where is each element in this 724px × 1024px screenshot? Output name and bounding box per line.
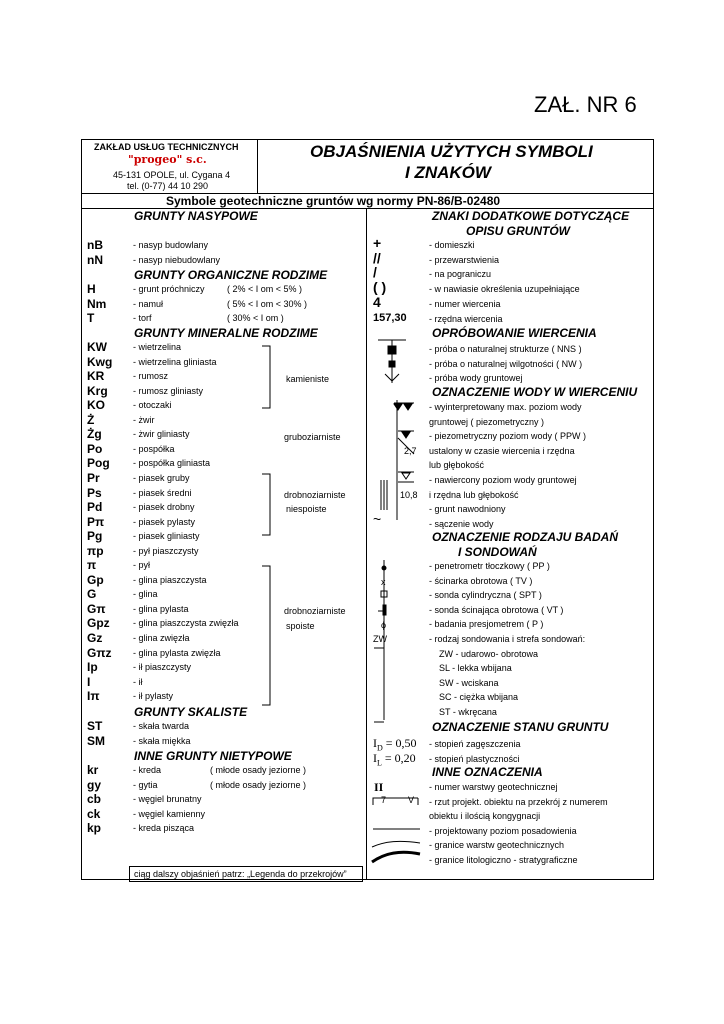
soil-symbol: ST xyxy=(87,719,103,733)
water-desc: gruntowej ( piezometryczny ) xyxy=(429,416,545,427)
foundation-level-desc: - projektowany poziom posadowienia xyxy=(429,826,577,836)
layer-number-desc: - numer warstwy geotechnicznej xyxy=(429,782,558,792)
pressuremeter-icon: ϕ xyxy=(381,620,387,630)
soil-symbol: KR xyxy=(87,369,105,384)
organic-content-range: ( 2% < I om < 5% ) xyxy=(227,284,303,294)
additional-symbol-desc: - domieszki xyxy=(429,240,475,250)
organic-content-range: ( 30% < I om ) xyxy=(227,313,284,323)
soil-description: - torf xyxy=(133,313,152,323)
soil-symbol: Gπ xyxy=(87,601,106,616)
section-probowanie: OPRÓBOWANIE WIERCENIA xyxy=(432,326,597,340)
soil-symbol: G xyxy=(87,587,97,602)
section-dodatkowe-line1: ZNAKI DODATKOWE DOTYCZĄCE xyxy=(432,209,630,223)
layer-number-symbol: II xyxy=(374,780,384,794)
projection-symbol xyxy=(373,798,418,805)
test-desc: - sonda ścinająca obrotowa ( VT ) xyxy=(429,604,564,615)
soil-symbol: Ip xyxy=(87,660,98,675)
soil-description: - piasek gliniasty xyxy=(133,531,200,542)
soil-description: - węgiel brunatny xyxy=(133,794,202,804)
section-badania-line2: I SONDOWAŃ xyxy=(458,545,537,559)
company-logo-text: "progeo" s.c. xyxy=(128,153,207,166)
soil-description: - kreda xyxy=(133,765,162,775)
additional-symbol-desc: - rzędna wiercenia xyxy=(429,313,503,324)
group-drobnoziarniste-niespoiste: drobnoziarniste xyxy=(284,490,346,500)
water-desc: - grunt nawodniony xyxy=(429,504,506,515)
soil-symbol: kp xyxy=(87,821,102,835)
soil-description: - ił pylasty xyxy=(133,691,174,702)
additional-symbol-desc: - przewarstwienia xyxy=(429,254,500,265)
subtitle: Symbole geotechniczne gruntów wg normy PN-86/B-02480 xyxy=(166,194,501,208)
litho-boundary-line xyxy=(372,852,420,862)
section-mineralne: GRUNTY MINERALNE RODZIME xyxy=(134,326,318,340)
soil-symbol: H xyxy=(87,282,96,296)
soil-symbol: kr xyxy=(87,763,99,777)
page-title-line2: I ZNAKÓW xyxy=(405,163,491,182)
soil-description: - piasek drobny xyxy=(133,502,195,513)
group-gruboziarniste: gruboziarniste xyxy=(284,432,341,442)
vane-tester-icon: x xyxy=(381,577,386,587)
group-niespoiste: niespoiste xyxy=(286,504,327,514)
company-address: 45-131 OPOLE, ul. Cygana 4 xyxy=(113,170,231,180)
soil-description: - rumosz xyxy=(133,371,169,382)
additional-symbol: 4 xyxy=(373,293,381,310)
soil-description: - namuł xyxy=(133,298,164,309)
additional-symbol-desc: - na pograniczu xyxy=(429,269,492,280)
soil-symbol: π xyxy=(87,558,97,573)
soil-description: - piasek pylasty xyxy=(133,516,196,527)
plasticity-index-desc: - stopień plastyczności xyxy=(429,754,520,764)
company-name: ZAKŁAD USŁUG TECHNICZNYCH xyxy=(94,142,239,152)
water-desc: - nawiercony poziom wody gruntowej xyxy=(429,475,577,485)
soil-description: - piasek średni xyxy=(133,487,192,498)
geotech-boundary-line xyxy=(372,841,420,847)
soil-note: ( młode osady jeziorne ) xyxy=(210,779,307,790)
plasticity-index-symbol: $I_L = 0,20$ xyxy=(373,751,416,768)
soil-description: - pył piaszczysty xyxy=(133,545,199,556)
soil-symbol: Gz xyxy=(87,631,103,645)
test-desc: SL - lekka wbijana xyxy=(439,663,512,674)
sampling-desc: - próba o naturalnej strukturze ( NNS ) xyxy=(429,344,582,354)
soil-description: - nasyp niebudowlany xyxy=(133,254,221,265)
projection-desc: - rzut projekt. obiektu na przekrój z numerem xyxy=(429,797,608,807)
geotech-boundary-desc: - granice warstw geotechnicznych xyxy=(429,840,565,850)
soil-symbol: Ps xyxy=(87,485,102,500)
soil-symbol: Kwg xyxy=(87,354,113,369)
soil-description: - grunt próchniczy xyxy=(133,284,205,294)
water-depth-2: 10,8 xyxy=(400,490,418,500)
group-spoiste: spoiste xyxy=(286,621,315,631)
soil-symbol: Pog xyxy=(87,456,110,471)
soil-symbol: T xyxy=(87,311,95,325)
soil-description: - kreda pisząca xyxy=(133,823,195,833)
test-desc: - sonda cylindryczna ( SPT ) xyxy=(429,590,542,601)
additional-symbol: // xyxy=(373,249,381,266)
water-desc: - piezometryczny poziom wody ( PPW ) xyxy=(429,431,587,442)
soil-description: - pospółka xyxy=(133,443,175,454)
density-index-symbol: $I_D = 0,50$ xyxy=(373,736,417,753)
soil-symbol: gy xyxy=(87,777,102,792)
max-water-icon-b xyxy=(404,404,412,410)
section-skaliste: GRUNTY SKALISTE xyxy=(134,705,248,719)
soil-symbol: Pd xyxy=(87,500,103,515)
seepage-icon: ~ xyxy=(373,511,382,527)
soil-symbol: Pg xyxy=(87,529,103,544)
additional-symbol: / xyxy=(373,264,377,281)
soil-description: - żwir gliniasty xyxy=(133,429,190,440)
water-desc: lub głębokość xyxy=(429,460,485,471)
litho-boundary-desc: - granice litologiczno - stratygraficzne xyxy=(429,855,578,865)
soil-description: - gytia xyxy=(133,779,158,790)
soil-description: - glina piaszczysta zwięzła xyxy=(133,618,239,629)
soil-symbol: Ż xyxy=(87,412,95,427)
section-nasypowe: GRUNTY NASYPOWE xyxy=(134,209,258,223)
soil-symbol: πp xyxy=(87,543,104,558)
ppw-leader xyxy=(398,438,414,454)
soil-description: - glina piaszczysta xyxy=(133,574,207,585)
company-phone: tel. (0-77) 44 10 290 xyxy=(127,181,209,191)
soil-description: - glina xyxy=(133,589,158,600)
additional-symbol: ( ) xyxy=(373,279,387,296)
projection-storeys: V xyxy=(408,795,415,805)
water-desc: i rzędna lub głębokość xyxy=(429,489,519,500)
soil-description: - ił xyxy=(133,676,143,687)
soil-description: - piasek gruby xyxy=(133,472,190,483)
test-desc: - penetrometr tłoczkowy ( PP ) xyxy=(429,561,550,571)
drilled-water-icon xyxy=(402,473,410,479)
soil-symbol: Po xyxy=(87,441,103,456)
density-index-desc: - stopień zagęszczenia xyxy=(429,739,521,749)
soil-description: - glina pylasta xyxy=(133,603,189,614)
test-desc: - rodzaj sondowania i strefa sondowań: xyxy=(429,634,586,644)
soil-description: - żwir xyxy=(133,414,155,425)
sampling-desc: - próba o naturalnej wilgotności ( NW ) xyxy=(429,358,583,369)
soil-description: - pospółka gliniasta xyxy=(133,458,211,469)
soil-symbol: ck xyxy=(87,806,101,821)
soil-description: - glina zwięzła xyxy=(133,633,190,643)
soil-symbol: I xyxy=(87,674,91,689)
water-desc: - sączenie wody xyxy=(429,518,494,529)
soil-description: - pył xyxy=(133,560,151,571)
section-inne: INNE OZNACZENIA xyxy=(432,765,543,779)
max-water-icon-a xyxy=(394,404,402,410)
additional-symbol: + xyxy=(373,235,382,251)
section-dodatkowe-line2: OPISU GRUNTÓW xyxy=(466,224,570,238)
section-badania-line1: OZNACZENIE RODZAJU BADAŃ xyxy=(432,530,618,544)
soil-description: - rumosz gliniasty xyxy=(133,385,204,396)
soil-symbol: nN xyxy=(87,252,103,267)
soil-description: - wietrzelina gliniasta xyxy=(133,356,217,367)
soil-symbol: Krg xyxy=(87,383,108,398)
test-desc: - ścinarka obrotowa ( TV ) xyxy=(429,575,533,586)
projection-desc-cont: obiektu i ilością kongygnacji xyxy=(429,811,541,821)
additional-symbol: 157,30 xyxy=(373,311,407,324)
soil-description: - ił piaszczysty xyxy=(133,662,192,673)
soil-description: - węgiel kamienny xyxy=(133,808,206,819)
group-drobnoziarniste-spoiste: drobnoziarniste xyxy=(284,606,346,616)
attachment-number: ZAŁ. NR 6 xyxy=(534,92,637,117)
footer-note: ciąg dalszy objaśnień patrz: „Legenda do przekrojów” xyxy=(129,866,363,882)
soil-symbol: Pr xyxy=(87,470,100,485)
section-stan: OZNACZENIE STANU GRUNTU xyxy=(432,720,609,734)
sampling-desc: - próba wody gruntowej xyxy=(429,373,523,384)
ppw-icon xyxy=(402,432,410,438)
soil-symbol: KO xyxy=(87,398,105,413)
test-desc: ST - wkręcana xyxy=(439,707,497,717)
soil-symbol: nB xyxy=(87,238,103,252)
test-desc: SC - ciężka wbijana xyxy=(439,692,519,703)
additional-symbol-desc: - w nawiasie określenia uzupełniające xyxy=(429,284,580,295)
soil-symbol: Iπ xyxy=(87,689,100,704)
nns-sample-icon xyxy=(388,346,396,354)
water-desc: - wyinterpretowany max. poziom wody xyxy=(429,402,582,412)
soil-symbol: Gp xyxy=(87,572,104,587)
soil-description: - wietrzelina xyxy=(133,342,182,352)
soil-note: ( młode osady jeziorne ) xyxy=(210,765,307,775)
test-desc: SW - wciskana xyxy=(439,677,499,688)
water-depth-1: 2,7 xyxy=(404,446,417,456)
section-organiczne: GRUNTY ORGANICZNE RODZIME xyxy=(134,268,328,282)
soil-symbol: Pπ xyxy=(87,514,105,529)
sounding-zone-label: ZW xyxy=(373,634,387,644)
soil-description: - nasyp budowlany xyxy=(133,240,209,250)
soil-symbol: Gpz xyxy=(87,616,110,631)
soil-symbol: Żg xyxy=(87,427,102,442)
section-woda: OZNACZENIE WODY W WIERCENIU xyxy=(432,385,638,399)
organic-content-range: ( 5% < I om < 30% ) xyxy=(227,298,308,309)
section-nietypowe: INNE GRUNTY NIETYPOWE xyxy=(134,749,292,763)
soil-symbol: KW xyxy=(87,340,107,354)
group-kamieniste: kamieniste xyxy=(286,374,330,384)
nw-sample-icon xyxy=(389,361,395,367)
soil-symbol: SM xyxy=(87,733,105,748)
soil-description: - glina pylasta zwięzła xyxy=(133,647,221,658)
soil-description: - otoczaki xyxy=(133,400,172,411)
water-desc: ustalony w czasie wiercenia i rzędna xyxy=(429,445,575,456)
soil-symbol: Nm xyxy=(87,296,107,311)
projection-number: 7 xyxy=(381,795,387,805)
test-desc: - badania presjometrem ( P ) xyxy=(429,619,544,630)
soil-description: - skała twarda xyxy=(133,721,190,731)
additional-symbol-desc: - numer wiercenia xyxy=(429,298,501,309)
pocket-penetrometer-icon xyxy=(382,566,386,570)
soil-description: - skała miękka xyxy=(133,735,191,746)
page-title-line1: OBJAŚNIENIA UŻYTYCH SYMBOLI xyxy=(310,142,593,161)
soil-symbol: Gπz xyxy=(87,645,112,660)
soil-symbol: cb xyxy=(87,792,102,806)
test-desc: ZW - udarowo- obrotowa xyxy=(439,648,539,659)
